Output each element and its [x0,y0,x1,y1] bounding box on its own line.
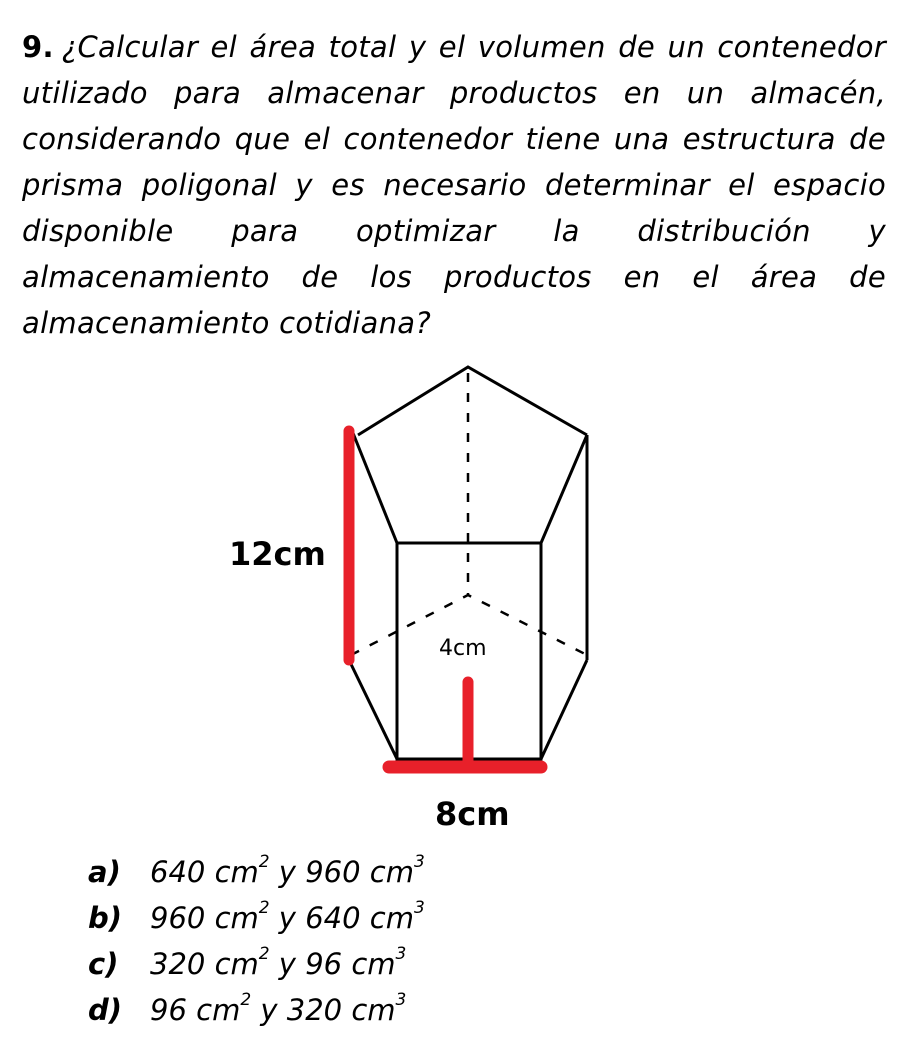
prism-figure [225,355,605,835]
option-letter: b) [88,900,123,935]
pentagonal-prism-diagram [225,355,605,835]
answer-options [88,843,425,1027]
option-area: 96 $cm^2$ y 320 $cm^3$ [150,990,407,1027]
option-area: 640 $cm^2$ y 960 $cm^3$ [150,852,425,889]
option-d[interactable] [88,981,425,1027]
option-b[interactable] [88,889,425,935]
option-letter: c) [88,946,119,981]
option-area: 320 $cm^2$ y 96 $cm^3$ [150,944,407,981]
option-a[interactable] [88,843,425,889]
side-label: 8cm [435,795,510,833]
question-block [22,24,886,346]
left-upper-edge [353,433,397,543]
question-text: ¿Calcular el área total y el volumen de un contenedor utilizado para almacenar productos en un almacén, considerando que el contenedor tiene una estructura de prisma poligonal y es necesario determinar el espacio disponible para optimizar la distribución y almacenamiento de los productos en el área de almacenamiento cotidiana? [22,30,886,340]
option-c[interactable] [88,935,425,981]
right-upper-edge [541,435,587,543]
option-area: 960 $cm^2$ y 640 $cm^3$ [150,898,425,935]
apothem-label: 4cm [439,636,487,661]
left-lower-edge [349,660,397,759]
option-letter: a) [88,854,121,889]
right-lower-edge [541,660,587,759]
question-number: 9. [22,30,54,64]
option-letter: d) [88,992,123,1027]
top-pentagon-edge [358,367,587,435]
height-label: 12cm [229,535,326,573]
